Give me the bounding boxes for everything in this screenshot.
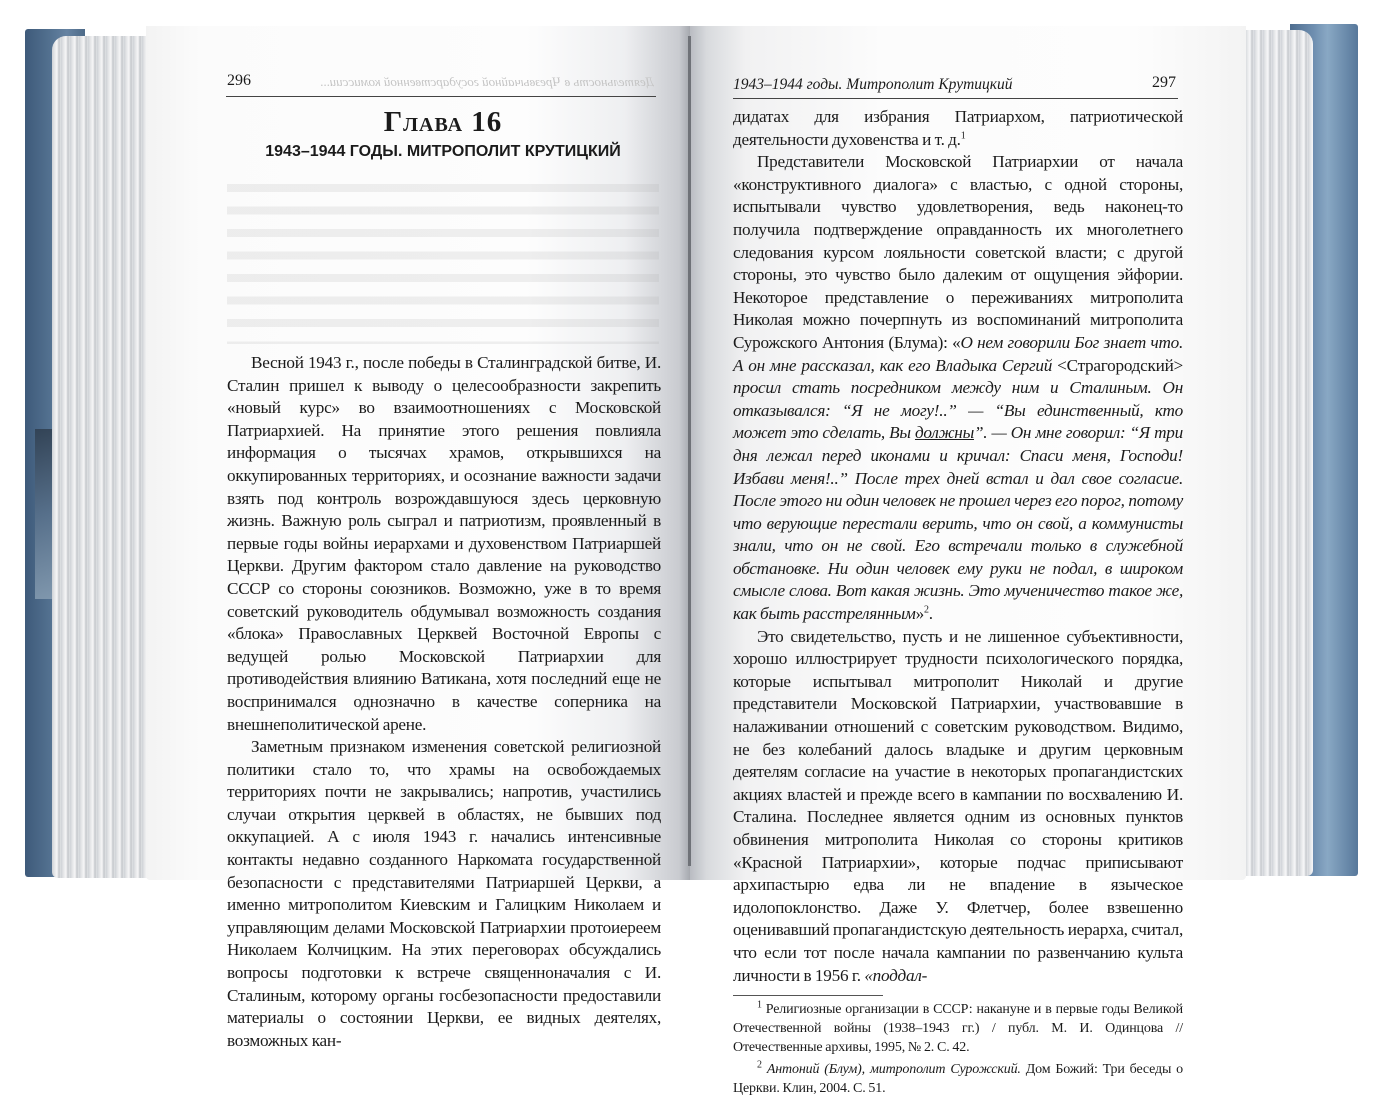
left-header-rule (226, 96, 656, 97)
footnote-ref[interactable]: 1 (960, 129, 966, 141)
paragraph-text: Это свидетельство, пусть и не лишенное субъективности, хорошо иллюстрирует трудности психологического порядка, которые испытывал митрополит Николай и другие представители Московской Патриархии, участвовавшие в налаживании отношений с советским руководством. Видимо, не без колебаний далось владыке и другим церковным деятелям согласие на участие в некоторых пропагандистских акциях властей и прежде всего в кампании по восхвалению И. Сталина. Последнее является одним из основных пунктов обвинения митрополита Николая со стороны критиков «Красной Патриархии», которые подчас приписывают архипастырю едва ли не впадение в языческое идолопоклонство. Даже У. Флетчер, более взвешенно оценивавший пропагандистскую деятельность иерарха, считал, что если тот после начала кампании по развенчанию культа личности в 1956 г. (733, 626, 1183, 985)
right-running-head: 1943–1944 годы. Митрополит Крутицкий (733, 76, 1013, 93)
paragraph-text: дидатах для избрания Патриархом, патриотической деятельности духовенства и т. д. (733, 107, 1183, 149)
book-gutter (688, 36, 691, 866)
page-block-edge-right (1245, 30, 1313, 876)
left-page-body (227, 352, 661, 1052)
right-page-number: 297 (1152, 74, 1176, 91)
quote-text: ”. — Он мне говорил: “Я три дня лежал перед иконами и кричал: Спаси меня, Господи! Избави меня!..” После трех дней встал и дал свое согласие. После этого ни один человек не прошел через его порог, потому что верующие перестали верить, что он свой, а коммунисты знали, что он не свой. Его встречали только в служебной обстановке. Ни один человек ему руки не подал, в широком смысле слова. Вот какая жизнь. Это мученичество такое же, как быть расстрелянным (733, 423, 1183, 624)
quote-text: О нем говорили Бог знает что. А он мне рассказал, как его Владыка Сергий (733, 332, 1183, 375)
left-running-head-bleedthrough: Деятельность в Чрезвычайной государственной комиссии... (319, 74, 654, 89)
left-page-number: 296 (227, 72, 251, 89)
paragraph: Весной 1943 г., после победы в Сталинградской битве, И. Сталин пришел к выводу о целесообразности закрепить «новый курс» во взаимоотношениях с Московской Патриархией. На принятие этого решения повлияла информация о тысячах храмов, открывшихся на оккупированных территориях, и осознание важности задачи взять под контроль возрождавшуюся здесь церковную жизнь. Важную роль сыграл и патриотизм, проявленный в первые годы войны иерархами и духовенством Патриаршей Церкви. Другим фактором стало давление на руководство СССР со стороны союзников. Возможно, уже в то время советский руководитель обдумывал возможность создания «блока» Православных Церквей Восточной Европы с ведущей ролью Московской Патриархии для противодействия влиянию Ватикана, хотя последний еще не воспринимался однозначно в качестве соперника на внешнеполитической арене. (227, 353, 661, 734)
quote-underlined: должны (914, 423, 974, 443)
footnote-text: Дом Божий: Три беседы о Церкви. Клин, 2004. С. 51. (733, 1062, 1183, 1097)
paragraph (733, 626, 1183, 988)
bleed-through-text (227, 176, 659, 344)
quote-close: » (915, 604, 924, 624)
paragraph-end: . (928, 604, 933, 624)
footnote (733, 1060, 1183, 1098)
paragraph: Заметным признаком изменения советской религиозной политики стало то, что храмы на освобождаемых территориях почти не закрывались; напротив, участились случаи открытия церквей в областях, не бывших под оккупацией. А с июля 1943 г. начались интенсивные контакты недавно созданного Наркомата государственной безопасности с представителями Патриаршей Церкви, а именно митрополитом Киевским и Галицким Николаем и управляющим делами Московской Патриархии протоиереем Николаем Колчицким. На этих переговорах обсуждались вопросы подготовки к встрече священноначалия с И. Сталиным, которому органы госбезопасности предоставили материалы о состоянии Церкви, ее видных деятелях, возможных кан- (227, 737, 661, 1050)
chapter-heading (227, 104, 659, 170)
footnote-number: 1 (757, 999, 762, 1011)
footnotes-area (733, 995, 1183, 1098)
paragraph-text: Представители Московской Патриархии от начала «конструктивного диалога» с властью, с одной стороны, испытывали чувство удовлетворения, ведь наконец-то получила подтверждение оправданность их многолетнего следования курсом лояльности советской власти; с другой стороны, это чувство было далеким от ощущения эйфории. Некоторое представление о переживаниях митрополита Николая можно почерпнуть из воспоминаний митрополита Сурожского Антония (Блума): « (733, 152, 1183, 352)
footnote-ref[interactable]: 2 (924, 604, 929, 616)
paragraph (733, 151, 1183, 625)
right-header-rule (733, 98, 1178, 99)
right-page-body (733, 106, 1183, 1101)
chapter-title: 1943–1944 ГОДЫ. МИТРОПОЛИТ КРУТИЦКИЙ (265, 143, 621, 160)
footnote-text: Религиозные организации в СССР: накануне и в первые годы Великой Отечественной войны (1938–1943 гг.) / публ. М. И. Одинцова // Отечественные архивы, 1995, № 2. С. 42. (733, 1002, 1183, 1056)
page-block-edge-left (52, 36, 152, 878)
paragraph (733, 106, 1183, 151)
footnotes (733, 1000, 1183, 1098)
footnote (733, 1000, 1183, 1057)
footnote-author: Антоний (Блум), митрополит Сурожский. (766, 1062, 1021, 1078)
quote-text: «поддал- (864, 965, 928, 985)
footnote-number: 2 (757, 1059, 762, 1071)
quote-bracket: <Страгородский> (1052, 355, 1183, 375)
quote-text: просил стать посредником между ним и Сталиным. Он отказывался: “Я не могу!..” — “Вы единственный, кто может это сделать, Вы (733, 378, 1183, 443)
footnote-rule (733, 995, 883, 996)
chapter-label: Глава 16 (383, 106, 503, 138)
